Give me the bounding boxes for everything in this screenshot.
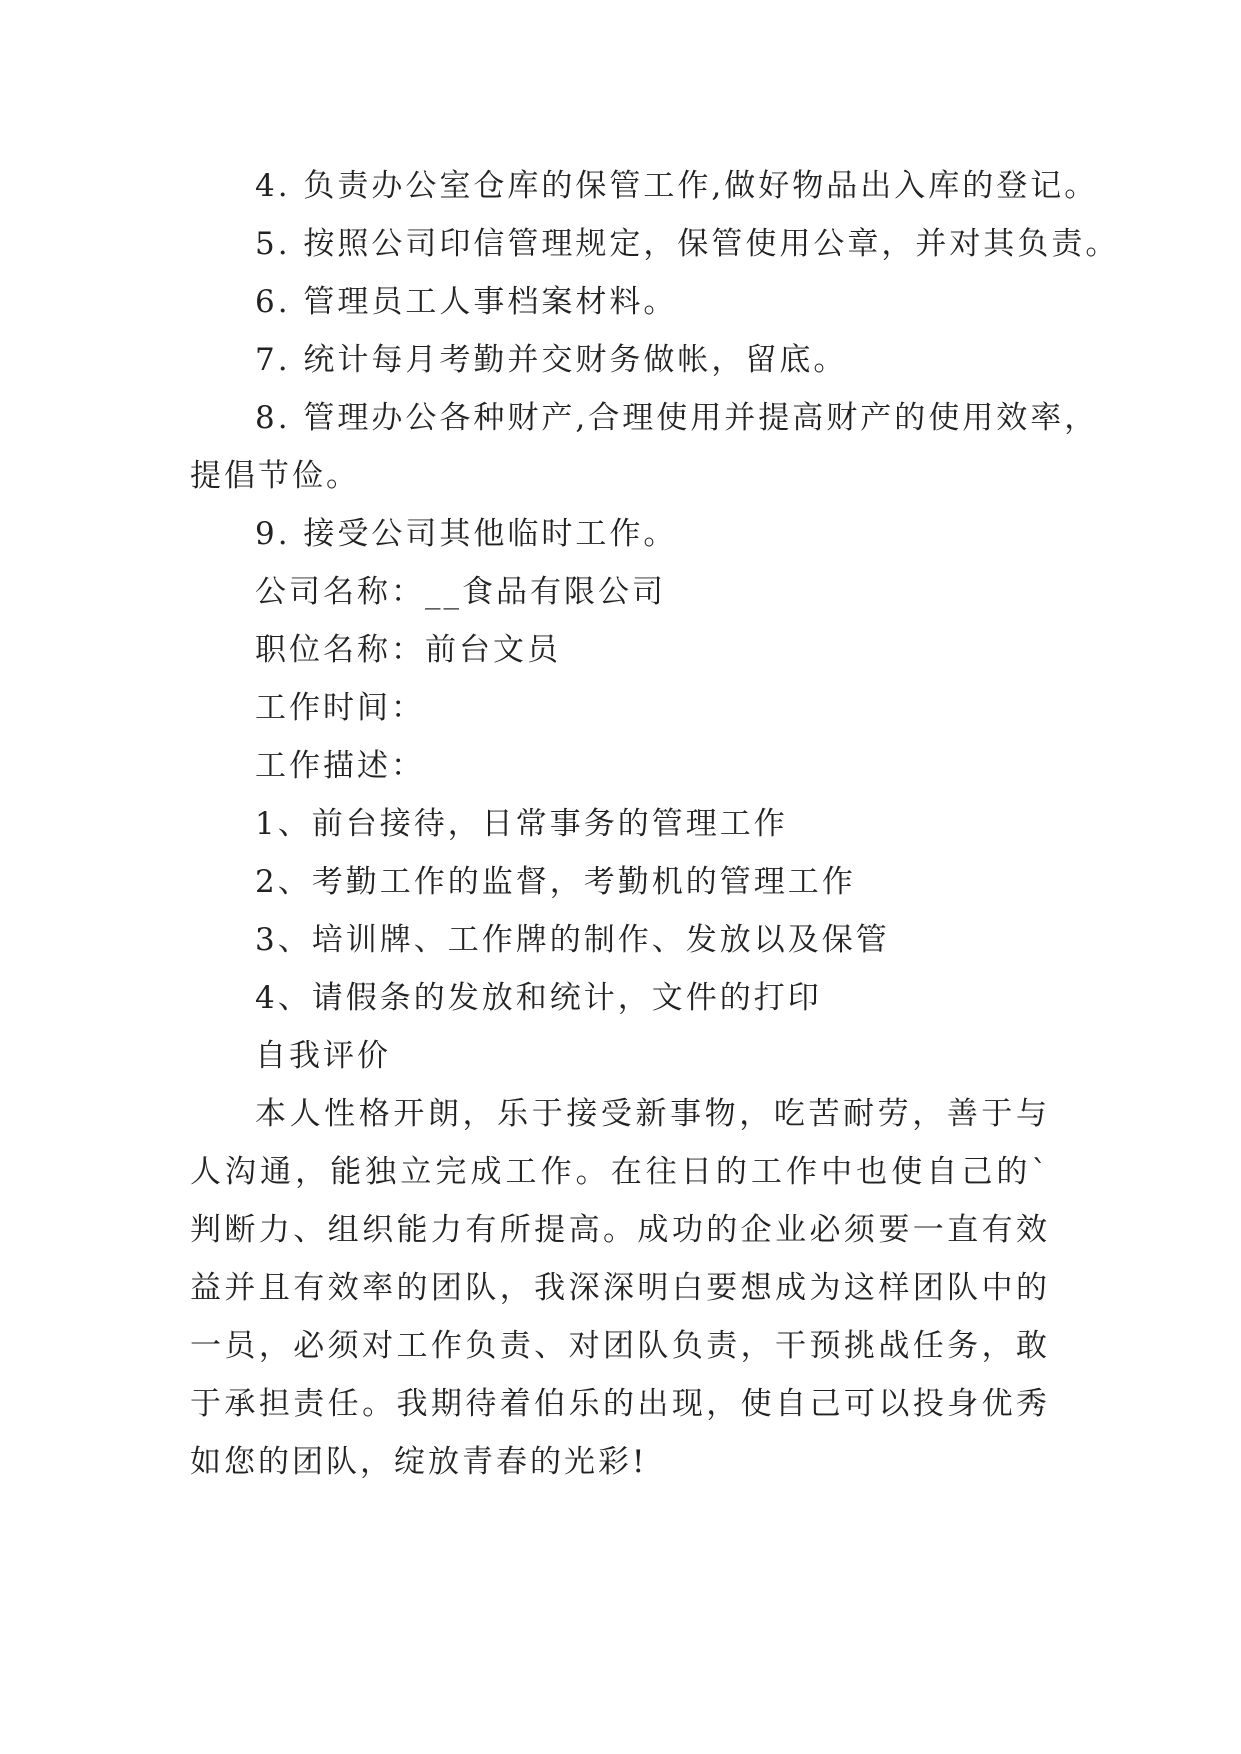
document-body [190, 157, 1120, 1491]
duty-item-5: 5. 按照公司印信管理规定，保管使用公章，并对其负责。 [255, 226, 1120, 262]
job-item-3: 3、培训牌、工作牌的制作、发放以及保管 [255, 922, 890, 958]
duty-item-8-continued: 提倡节俭。 [190, 458, 360, 494]
self-evaluation-heading: 自我评价 [255, 1038, 391, 1074]
job-item-2: 2、考勤工作的监督，考勤机的管理工作 [255, 864, 856, 900]
work-time-line: 工作时间： [255, 690, 425, 726]
job-description-label: 工作描述： [255, 748, 425, 784]
duty-item-8: 8. 管理办公各种财产,合理使用并提高财产的使用效率， [255, 400, 1099, 436]
duty-item-9: 9. 接受公司其他临时工作。 [255, 516, 678, 552]
duty-item-7: 7. 统计每月考勤并交财务做帐，留底。 [255, 342, 848, 378]
position-name-line: 职位名称：前台文员 [255, 632, 561, 668]
self-evaluation-paragraph: 本人性格开朗，乐于接受新事物，吃苦耐劳，善于与人沟通，能独立完成工作。在往日的工作中也使自己的`判断力、组织能力有所提高。成功的企业必须要一直有效益并且有效率的团队，我深深明白要想成为这样团队中的一员，必须对工作负责、对团队负责，干预挑战任务，敢于承担责任。我期待着伯乐的出现，使自己可以投身优秀如您的团队，绽放青春的光彩! [190, 1096, 1050, 1480]
company-name-line: 公司名称：__食品有限公司 [255, 574, 666, 610]
job-item-1: 1、前台接待，日常事务的管理工作 [255, 806, 788, 842]
duty-item-4: 4. 负责办公室仓库的保管工作,做好物品出入库的登记。 [255, 168, 1099, 204]
duty-item-6: 6. 管理员工人事档案材料。 [255, 284, 678, 320]
job-item-4: 4、请假条的发放和统计，文件的打印 [255, 980, 822, 1016]
